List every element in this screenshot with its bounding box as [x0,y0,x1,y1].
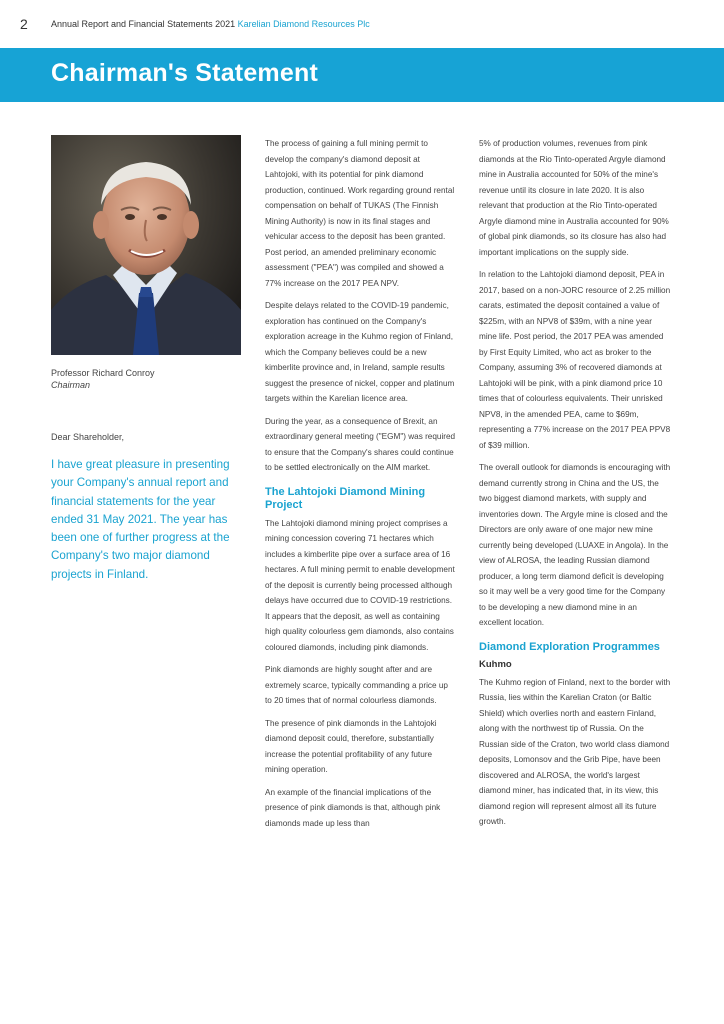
portrait-caption-name: Professor Richard Conroy [51,368,155,378]
running-header [51,19,370,29]
portrait-illustration [51,135,241,355]
paragraph: The presence of pink diamonds in the Lahtojoki diamond deposit could, therefore, substantially increase the potential profitability of any future mining operation. [265,718,437,774]
paragraph: The Kuhmo region of Finland, next to the border with Russia, lies within the Karelian Craton (or Baltic Shield) which overlies north and eastern Finland, along with the northwest tip of Russia. On the Russian side of the Craton, two world class diamond deposits, Lomonsov and the Grib Pipe, have been discovered and ALROSA, the world's largest diamond miner, has indicated that, in its view, this diamond region will represent almost all its future growth. [479,677,671,826]
paragraph: The overall outlook for diamonds is encouraging with demand currently strong in China and the US, the two biggest diamond markets, with supply and inventories down. The Argyle mine is closed and the Directors are only aware of one major new mine currently being developed (LUAXE in Angola). In the view of ALROSA, the leading Russian diamond producer, a long term diamond deficit is developing so it may well be a very good time for the Company to be developing a new diamond mine in an excellent location. [479,463,671,627]
title-banner [0,48,724,102]
text-column-3 [479,136,671,837]
greeting: Dear Shareholder, [51,432,125,442]
paragraph: 5% of production volumes, revenues from pink diamonds at the Rio Tinto-operated Argyle diamond mine in Australia accounted for 50% of the mine's revenue until its closure in late 2020. It is also relevant that production at the Rio Tinto-operated Argyle diamond mine in Australia accounted for 90% of global pink diamonds, so its closure has also had important implications on the supply side. [479,139,669,257]
portrait-caption-role: Chairman [51,380,91,390]
paragraph: During the year, as a consequence of Brexit, an extraordinary general meeting ("EGM") was required to ensure that the Company's shares could continue to be settled electronically on the AIM market. [265,416,456,472]
paragraph: Pink diamonds are highly sought after and are extremely scarce, typically commanding a price up to 20 times that of normal colourless diamonds. [265,665,448,705]
text-column-2 [265,136,457,838]
chairman-portrait [51,135,241,355]
paragraph: In relation to the Lahtojoki diamond deposit, PEA in 2017, based on a non-JORC resource of 2.25 million carats, estimated the deposit contained a value of $225m, with an NPV8 of $39m, with a nine year mine life. Post period, the 2017 PEA was amended by First Equity Limited, who act as broker to the Company, assuming 3% of recovered diamonds at Lahtojoki will be pink, with a pink diamond price 10 times that of colourless equivalents. Their unrisked NPV8, in the amended PEA, came to $69m, representing a 77% increase on the 2017 PEA PPV8 of $39 million. [479,270,671,450]
report-title: Annual Report and Financial Statements 2021 [51,19,236,29]
page-number: 2 [20,16,28,32]
page-header [18,16,708,32]
company-name: Karelian Diamond Resources Plc [237,19,370,29]
paragraph: The Lahtojoki diamond mining project comprises a mining concession covering 71 hectares which includes a kimberlite pipe over a surface area of 16 hectares. A full mining permit to enable development of the deposit is currently being processed although delays have occurred due to COVID-19 restrictions. It appears that the deposit, as well as containing high quality colourless gem diamonds, also contains coloured diamonds, including pink diamonds. [265,518,455,652]
paragraph: An example of the financial implications of the presence of pink diamonds is that, although pink diamonds made up less than [265,787,441,828]
paragraph: Despite delays related to the COVID-19 pandemic, exploration has continued on the Company's exploration acreage in the Kuhmo region of Finland, which the Company believes could be a new kimberlite province and, in Ireland, sample results suggest the presence of nickel, copper and platinum targets within the Karelian licence area. [265,301,455,403]
subheading-kuhmo: Kuhmo [479,658,512,670]
paragraph: The process of gaining a full mining permit to develop the company's diamond deposit at Lahtojoki, with its potential for pink diamond production, continued. Work regarding ground rental compensation on behalf of TUKAS (The Finnish Mining Authority) is now in its final stages and vehicular access to the deposit has been granted. Post period, an amended preliminary economic assessment ("PEA") was compiled and showed a 77% increase on the 2017 PEA NPV. [265,139,455,288]
page-title: Chairman's Statement [51,59,318,87]
section-heading-lahtojoki: The Lahtojoki Diamond Mining Project [265,485,426,511]
intro-paragraph: I have great pleasure in presenting your Company's annual report and financial statements for the year ended 31 May 2021. The year has been one of further progress at the Company's two major diamond projects in Finland. [51,458,230,581]
section-heading-exploration: Diamond Exploration Programmes [479,640,660,653]
